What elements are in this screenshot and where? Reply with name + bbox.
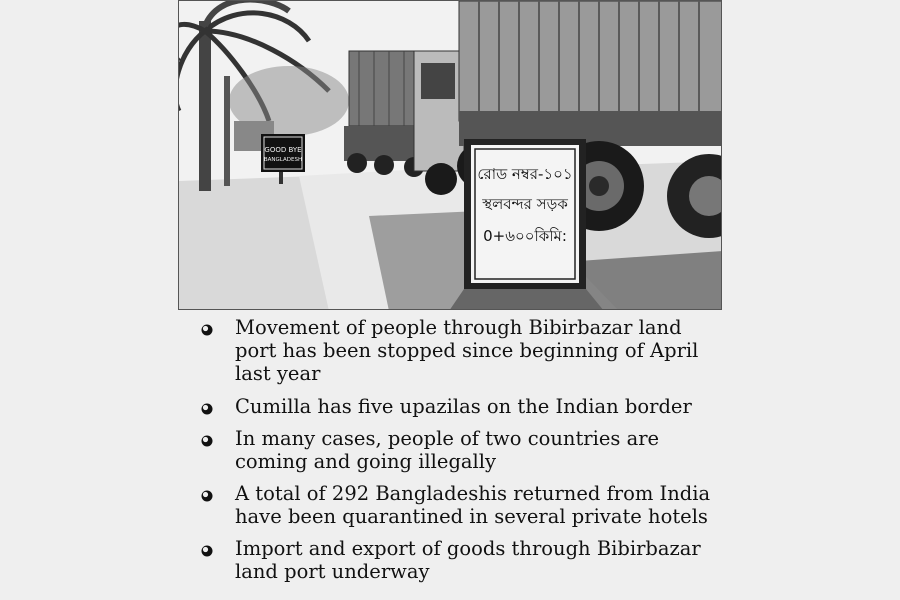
list-item bbox=[200, 427, 720, 473]
list-item bbox=[200, 395, 720, 418]
bullet-icon bbox=[200, 489, 214, 503]
list-item bbox=[200, 537, 720, 583]
bullet-text: Cumilla has five upazilas on the Indian border bbox=[235, 395, 692, 418]
milestone-line-1: রোড নম্বর-১০১ bbox=[477, 165, 573, 183]
roadside-trucks-photo bbox=[179, 1, 722, 310]
milestone-line-3: 0+৬০০কিমি: bbox=[483, 227, 567, 245]
bullet-text: In many cases, people of two countries are coming and going illegally bbox=[235, 427, 660, 473]
bullet-text: Import and export of goods through Bibirbazar land port underway bbox=[235, 537, 701, 583]
bullet-icon bbox=[200, 544, 214, 558]
infographic-card bbox=[178, 0, 722, 600]
news-photo bbox=[178, 0, 722, 310]
milestone-line-2: স্থলবন্দর সড়ক bbox=[482, 195, 568, 213]
left-sign-line-1: GOOD BYE bbox=[264, 146, 302, 154]
bullet-icon bbox=[200, 434, 214, 448]
list-item bbox=[200, 482, 720, 528]
list-item bbox=[200, 316, 720, 385]
bullet-text: A total of 292 Bangladeshis returned from India have been quarantined in several private hotels bbox=[235, 482, 711, 528]
bullet-icon bbox=[200, 402, 214, 416]
bullet-icon bbox=[200, 323, 214, 337]
key-points-list bbox=[200, 316, 720, 592]
bullet-text: Movement of people through Bibirbazar land port has been stopped since beginning of April last year bbox=[235, 316, 699, 385]
left-sign-line-2: BANGLADESH bbox=[263, 157, 303, 163]
